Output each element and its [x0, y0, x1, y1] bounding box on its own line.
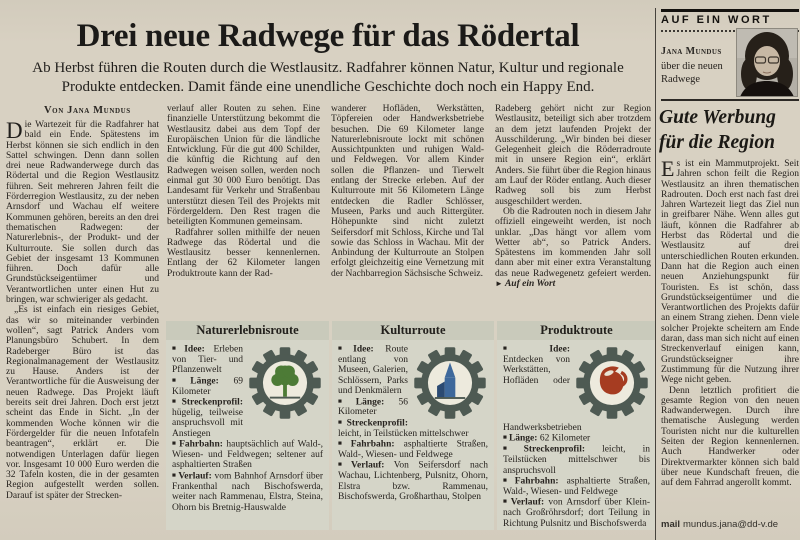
box-item: ■ Fahrbahn: asphaltierte Straßen, Wald-, Wiesen- und Feldwege — [338, 439, 488, 461]
box-item: ■ Streckenprofil: leicht, in Teilstücken mittelschwer bis anspruchsvoll — [503, 444, 650, 476]
box-item: ■ Länge: 69 Kilometer — [172, 376, 243, 397]
bullet-icon: ■ — [503, 477, 513, 485]
route-box-body — [166, 340, 329, 513]
box-item: ■ Länge: 62 Kilometer — [503, 433, 591, 444]
box-item: ■ Verlauf: vom Bahnhof Arnsdorf über Frankenthal nach Bischofswerda, weiter nach Rammenau, Elstra, Steina, Ohorn bis Bretnig-Hauswalde — [172, 471, 323, 513]
article-headline: Drei neue Radwege für das Rödertal — [76, 18, 580, 54]
mail-label: mail — [661, 519, 681, 530]
bullet-icon: ■ — [172, 471, 177, 479]
see-also-tag: ► Auf ein Wort — [495, 279, 556, 290]
box-item: ■ Idee: Erleben von Tier- und Pflanzenwelt — [172, 344, 243, 376]
body-column-4 — [495, 104, 651, 322]
sidebar-rule — [661, 99, 799, 101]
author-name: Jana Mundus — [661, 46, 722, 57]
sidebar-top-rule — [661, 9, 799, 12]
article-byline: Von Jana Mundus — [44, 105, 131, 116]
bullet-icon: ■ — [503, 498, 509, 506]
body-column-3 — [331, 104, 484, 322]
route-box-kulturroute — [332, 321, 494, 530]
route-box-body — [497, 340, 656, 529]
bullet-icon: ■ — [503, 345, 548, 352]
paragraph: „Es ist einfach ein riesiges Gebiet, das wir so miteinander verbinden wollen“, sagt Patrick Anders vom Planungsbüro Schubert. In dem Radeberger Büro ist das Regionalmanagement der Westlausitz zu Hause. Anders ist der Verantwortliche für die Ausweisung der neuen Radwege. Das Projekt läuft bereits seit drei Jahren. Doch erst jetzt scheint das Ende in Sicht. „In der kommenden Woche können wir die Fördergelder für die neuen Infotafeln beantragen“, erklärt er. Die notwendigen Unterlagen dafür liegen vor. Insgesamt 10 000 Euro werden die 32 Tafeln kosten, die in der gesamten Region aufgestellt werden sollen. Darauf ist später der Strecken- — [6, 305, 159, 501]
route-logo — [412, 345, 488, 421]
paragraph: Es ist ein Mammutprojekt. Seit Jahren schon feilt die Region Westlausitz an ihren thematischen Radrouten. Doch erst nach fast drei Jahren Wartezeit liegt das Ziel nun in greifbarer Nähe. Wenn alles gut läuft, können die Radfahrer ab Herbst das Rödertal und die Westlausitz auf drei unterschiedlichen Routen erkunden. Dann hat die Region auch einen neuen Anziehungspunkt für Touristen. Es ist schön, dass Grundstückseigentümer und die Verantwortlichen des Projekts dafür an einem Strang ziehen. Denn viele solcher Projekte scheitern am Ende daran, dass man sich nicht auf einen Streckenverlauf einigen kann, Grundstückseigner ihre Zustimmung für die Nutzung ihrer Wege nicht geben. — [661, 156, 799, 386]
box-item: ■ Verlauf: von Arnsdorf über Klein- nach Großröhrsdorf; dort Teilung in Richtung Pulsnitz und Bischofswerda — [503, 497, 650, 529]
sidebar-kicker: AUF EIN WORT — [661, 14, 772, 26]
box-item: ■ Fahrbahn: asphaltierte Straßen, Wald-, Wiesen- und Feldwege — [503, 476, 650, 497]
drop-cap: E — [661, 156, 675, 181]
article-subheadline: Ab Herbst führen die Routen durch die Westlausitz. Radfahrer können Natur, Kultur und regionale Produkte entdecken. Damit fände eine unendliche Geschichte doch noch ein Happy End. — [32, 60, 624, 95]
bullet-icon: ■ — [172, 398, 180, 406]
drop-cap: D — [6, 118, 23, 143]
opinion-body — [661, 156, 799, 489]
box-item: ■ Verlauf: Von Seifersdorf nach Wachau, Lichtenberg, Pulsnitz, Ohorn, Elstra bzw. Rammenau, Bischofswerda, Großharthau, Stolpen — [338, 460, 488, 503]
gear-jug-logo — [574, 345, 650, 421]
route-box-title: Kulturroute — [332, 321, 494, 340]
email-line — [661, 519, 778, 530]
paragraph: Ob die Radrouten noch in diesem Jahr offiziell eingeweiht werden, ist noch unklar. „Das hängt vor allem vom Wetter ab“, so Patrick Anders. Spätestens im kommenden Jahr soll dann aber mit einer extra Veranstaltung das neue Radwegenetz gefeiert werden. ► Auf ein Wort — [495, 206, 651, 290]
arrow-right-icon: ► — [495, 279, 503, 289]
bullet-icon: ■ — [338, 397, 354, 405]
author-photo — [736, 28, 798, 97]
route-box-naturerlebnisroute — [166, 321, 329, 530]
opinion-title: Gute Werbung für die Region — [659, 107, 776, 153]
bullet-icon: ■ — [338, 461, 350, 469]
paragraph: verlauf aller Routen zu sehen. Eine finanzielle Unterstützung bekommt die Westlausitz dabei aus dem Topf der Europäischen Union für die ländliche Entwicklung. Für die gut 400 Schilder, die künftig die Richtung auf den Radwegen weisen sollen, werden noch einmal gut 30 000 Euro benötigt. Das Landesamt für Verkehr und Straßenbau unterstützt diesen Teil des Projekts mit Fördergeldern. Den Rest tragen die beteiligten Kommunen gemeinsam. — [167, 104, 320, 228]
route-box-title: Produktroute — [497, 321, 656, 340]
gear-tree-logo — [247, 345, 323, 421]
route-box-produktroute — [497, 321, 656, 530]
bullet-icon: ■ — [172, 440, 178, 448]
box-item: ■ Länge: 56 Kilometer — [338, 397, 408, 418]
paragraph: wanderer Hofläden, Werkstätten, Töpfereien oder Handwerksbetriebe besuchen. Die 69 Kilometer lange Naturerlebnisroute lockt mit schönen Aussichtpunkten und ruhigen Wald- und Feldwegen. Vor allem Kinder sollen die Pflanzen- und Tierwelt entlang der Strecke erleben. Auf der Kulturroute mit 56 Kilometern Länge entdecken die Radler Schlösser, Museen, Parks und auch Rittergüter. Höhepunkte sind nicht zuletzt Seifersdorf mit Schloss, Kirche und Tal sowie das Schloss in Wachau. Mit der Anbindung der Kulturroute an Stolpen erfolgt gleichzeitig eine Vernetzung mit der Nachbarregion Sächsische Schweiz. — [331, 104, 484, 279]
box-item: ■ Idee: Entdecken von Werkstätten, Hofläden oder Handwerksbetrieben — [503, 344, 582, 433]
route-box-body — [332, 340, 494, 503]
author-role: über die neuen Radwege — [661, 61, 723, 85]
bullet-icon: ■ — [338, 440, 349, 448]
column-divider — [655, 8, 656, 540]
bullet-icon: ■ — [338, 418, 345, 426]
portrait-image — [736, 28, 798, 97]
bullet-icon: ■ — [338, 345, 352, 352]
paragraph: Radeberg gehört nicht zur Region Westlausitz, beteiligt sich aber trotzdem an dem jetzt laufenden Projekt der Ausschilderung. „Wir binden bei dieser Gelegenheit gleich die Röderradroute mit in unsere Region ein“, erklärt Anders. Sie führt über die Region hinaus am Lauf der Röder entlang. Auch dieser Radweg soll bis zum Herbst ausgeschildert werden. — [495, 104, 651, 207]
bullet-icon: ■ — [503, 434, 507, 442]
paragraph: Die Wartezeit für die Radfahrer hat bald ein Ende. Spätestens im Herbst können sie sich endlich in den Sattel schwingen. Denn dann sollen drei neue Radwanderwege durch das Rödertal und die Region Westlausitz führen. Seit mehreren Jahren feilt die Förderregion Westlausitz, zu der neben Arnsdorf und Wachau elf weitere Kommunen gehören, bereits an den drei thematischen Radwegen: der Naturerlebnis-, der Produkt- und der Kulturroute. Sie sollen durch das Gebiet der insgesamt 13 Kommunen führen. Doch dafür alle Grundstückseigentümer und Verantwortlichen unter einen Hut zu bringen, war schwieriger als gedacht. — [6, 118, 159, 306]
email-address: mundus.jana@dd-v.de — [683, 519, 779, 530]
route-box-title: Naturerlebnisroute — [166, 321, 329, 340]
box-item: ■ Streckenprofil: leicht, in Teilstücken mittelschwer — [338, 418, 469, 439]
body-column-1 — [6, 120, 159, 538]
paragraph: Denn letztlich profitiert die gesamte Region von den neuen Radwanderwegen. Durch ihre thematische Auslegung werden Touristen nicht nur die kulturellen Seiten der Region kennenlernen. Auch Handwerker oder Direktvermarkter können sich bald über neue Kundschaft freuen, die auf dem Fahrrad angerollt kommt. — [661, 385, 799, 489]
paragraph: Radfahrer sollen mithilfe der neuen Radwege das Rödertal und die Westlausitz besser kennenlernen. Entlang der 62 Kilometer langen Produktroute kann der Rad- — [167, 227, 320, 279]
box-item: ■ Fahrbahn: hauptsächlich auf Wald-, Wiesen- und Feldwegen; seltener auf asphaltierten Straßen — [172, 439, 323, 471]
bullet-icon: ■ — [503, 445, 522, 453]
box-item: ■ Streckenprofil: hügelig, teilweise anspruchsvoll mit Anstiegen — [172, 397, 243, 439]
ground-line — [435, 397, 465, 399]
route-logo — [574, 345, 650, 421]
bullet-icon: ■ — [172, 376, 189, 384]
bullet-icon: ■ — [172, 345, 183, 352]
body-column-2 — [167, 104, 320, 322]
ground-line — [270, 397, 300, 399]
gear-church-logo — [412, 345, 488, 421]
route-logo — [247, 345, 323, 421]
box-item: ■ Idee: Route entlang von Museen, Galerien, Schlössern, Parks und Denkmälern — [338, 344, 408, 397]
